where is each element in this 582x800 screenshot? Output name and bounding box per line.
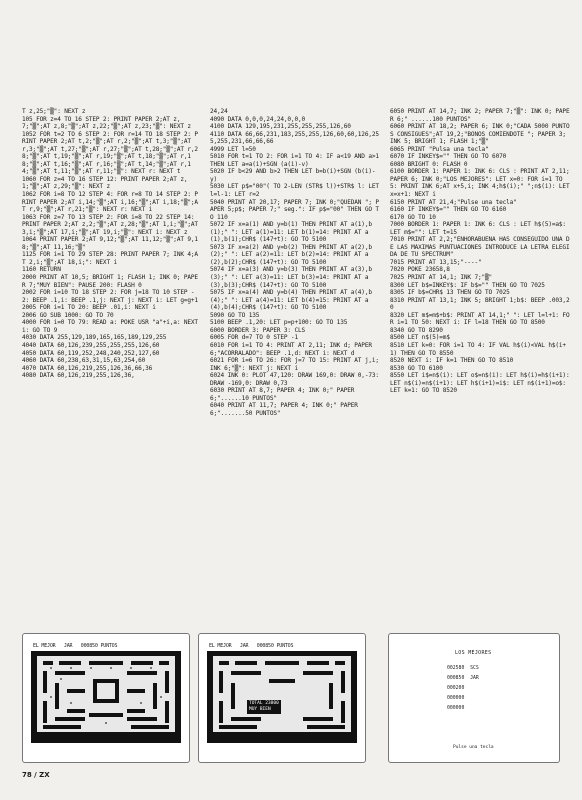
listing-line: 6040 PRINT AT 11,7; PAPER 4; INK 0;" PAPER 6;".......50 PUNTOS" — [210, 402, 362, 417]
game-screen-1 — [31, 642, 181, 754]
listing-line: 4000 FOR i=0 TO 79: READ a: POKE USR "a"+i,a: NEXT i: GO TO 9 — [22, 319, 202, 334]
listing-line: 1160 RETURN — [22, 266, 61, 274]
high-scores-screenshot — [388, 633, 560, 763]
game-header-1: EL MEJOR JAR 000850 PUNTOS — [33, 643, 118, 649]
listing-line: 6030 PRINT AT 8,7; PAPER 4; INK 0;" PAPER 6;"......10 PUNTOS" — [210, 387, 358, 402]
listing-column-middle — [210, 108, 383, 417]
listing-line: 8550 LET i$=n$(i): LET o$=n$(i): LET h$(i)=h$(i+1): LET n$(i)=n$(i+1): LET h$(i+1)=i$: LET n$(i+1)=o$: LET k=1: GO TO 8520 — [390, 372, 573, 395]
game-footer-2: PUNTOS 002900 QUEDAN 68 seg. — [209, 743, 294, 749]
listing-line: T z,25;"▒": NEXT z — [22, 108, 86, 115]
listing-line: 6160 IF INKEY$="" THEN GO TO 6160 — [390, 206, 507, 214]
listing-line: 8520 NEXT i: IF k=1 THEN GO TO 8510 — [390, 357, 514, 365]
maze-graphic-1 — [31, 651, 181, 743]
listing-line: 5075 IF x=a(4) AND y=b(4) THEN PRINT AT a(4),b(4);" ": LET a(4)=11: LET b(4)=15: PRINT AT a(4),b(4);CHR$ (147+t): GO TO 5100 — [210, 289, 372, 312]
listing-column-left — [22, 108, 202, 380]
listing-line: 5010 FOR t=1 TO 2: FOR i=1 TO 4: IF a<19 AND a>1 THEN LET a=a(i)+SGN (a(i)-v) — [210, 153, 383, 168]
listing-line: 6021 FOR i=6 TO 26: FOR j=7 TO 15: PRINT AT j,i; INK 6;"▒": NEXT j: NEXT i — [210, 357, 383, 372]
game-header-2: EL MEJOR JAR 000850 PUNTOS — [209, 643, 294, 649]
listing-line: 7025 PRINT AT 14,1; INK 7;"▒" — [390, 274, 493, 282]
listing-line: 2002 FOR i=10 TO 18 STEP 2: FOR j=18 TO 10 STEP -2: BEEP .1,i: BEEP .1,j: NEXT j: NEXT i: LET g=g+1 — [22, 289, 198, 304]
listing-line: 4030 DATA 255,129,189,165,165,189,129,255 — [22, 334, 167, 342]
listing-line: 6080 BRIGHT 0: FLASH 0 — [390, 160, 468, 168]
listing-line: 2005 FOR i=1 TO 20: BEEP .01,i: NEXT i — [22, 304, 156, 312]
listing-column-right — [390, 108, 573, 395]
listing-line: 1062 FOR i=8 TO 12 STEP 4: FOR r=8 TO 14 STEP 2: PRINT PAPER 2;AT i,14;"▒";AT i,16;"▒";AT i,18;"▒";AT r,9;"▒";AT r,21;"▒": NEXT r: NEXT i — [22, 191, 198, 214]
listing-line: 6170 GO TO 10 — [390, 213, 436, 221]
press-key-prompt: Pulse una tecla — [453, 745, 494, 750]
listing-line: 8340 GO TO 8290 — [390, 326, 443, 334]
listing-line: 4100 DATA 129,195,231,255,255,255,126,60 — [210, 123, 351, 131]
page-number: 78 / ZX — [22, 771, 50, 779]
listing-line: 5074 IF x=a(3) AND y=b(3) THEN PRINT AT a(3),b(3);" ": LET a(3)=11: LET b(3)=14: PRINT AT a(3),b(3);CHR$ (147+t): GO TO 5100 — [210, 266, 372, 289]
listing-line: 1052 FOR t=2 TO 6 STEP 2: FOR r=14 TO 18 STEP 2: PRINT PAPER 2;AT t,2;"▒";AT r,2;"▒";AT t,3;"▒";AT r,3;"▒";AT t,27;"▒";AT r,27;"▒";AT t,28;"▒";AT r,28;"▒";AT t,19;"▒";AT r,19;"▒";AT t,18;"▒";AT r,18;"▒";AT t,16;"▒";AT r,16;"▒";AT t,14;"▒";AT r,14;"▒";AT t,11;"▒";AT r,11;"▒": NEXT r: NEXT t — [22, 130, 198, 176]
high-scores-title: LOS MEJORES — [455, 650, 492, 656]
listing-line: 8510 LET k=0: FOR i=1 TO 4: IF VAL h$(i)<VAL h$(i+1) THEN GO TO 8550 — [390, 341, 566, 357]
high-score-row: 000000 — [447, 696, 465, 701]
listing-line: 7010 PRINT AT 2,2;"ENHORABUENA HAS CONSEGUIDO UNA DE LAS MAXIMAS PUNTUACIONES INTRODUCE LA LETRA ELEGIDA DE TU SPECTRUM" — [390, 236, 570, 259]
listing-line: 2006 GO SUB 1000: GO TO 70 — [22, 311, 114, 319]
listing-line: 4070 DATA 60,126,219,255,126,36,66,36 — [22, 364, 153, 372]
high-score-row: 000850 JAR — [447, 676, 479, 681]
listing-line: 5020 IF b<29 AND b>2 THEN LET b=b(i)+SGN (b(i)-y) — [210, 168, 376, 183]
maze-graphic-2 — [207, 651, 357, 743]
listing-line: 4090 DATA 0,0,0,24,24,0,0,0 — [210, 115, 306, 123]
listing-line: 8300 LET b$=INKEY$: IF b$="" THEN GO TO 7025 — [390, 281, 545, 289]
listing-line: 8305 IF b$=CHR$ 13 THEN GO TO 7025 — [390, 289, 510, 297]
listing-line: 105 FOR z=4 TO 16 STEP 2: PRINT PAPER 2;AT z,7;"▒";AT z,8;"▒";AT z,22;"▒";AT z,23;"▒": NEXT z — [22, 115, 191, 131]
game-screen-2 — [207, 642, 357, 754]
listing-line: 4110 DATA 66,66,231,183,255,255,126,60,60,126,255,255,231,66,66,66 — [210, 130, 379, 146]
listing-line: 4060 DATA 60,238,63,31,15,63,254,60 — [22, 357, 146, 365]
listing-line: 5100 BEEP .1,20: LET p=p+100: GO TO 135 — [210, 319, 348, 327]
listing-line: 5040 PRINT AT 20,17; PAPER 7; INK 0;"QUEDAN "; PAPER 5;p$; PAPER 7;" seg.": IF p$="00" THEN GO TO 110 — [210, 198, 379, 221]
listing-line: 1060 FOR z=4 TO 16 STEP 12: PRINT PAPER 2;AT z,1;"▒";AT z,29;"▒": NEXT z — [22, 175, 188, 191]
listing-line: 4050 DATA 60,119,252,248,240,252,127,60 — [22, 349, 160, 357]
listing-line: 24,24 — [210, 108, 228, 115]
listing-line: 6060 PRINT AT 18,2; PAPER 6; INK 0;"CADA 5000 PUNTOS CONSIGUES";AT 19,2;"BONOS COMIENDOTE "; PAPER 3; INK 5; BRIGHT 1; FLASH 1;"▒" — [390, 123, 570, 146]
bonus-score-panel: TOTAL 23800 MUY BIEN — [249, 701, 279, 712]
listing-line: 6000 BORDER 3: PAPER 3: CLS — [210, 326, 306, 334]
listing-line: 4999 LET l=50 — [210, 145, 256, 153]
game-footer-1: PUNTOS 000400 QUEDAN 84 seg. — [33, 743, 118, 749]
listing-line: 6005 FOR d=7 TO 0 STEP -1 — [210, 334, 298, 342]
listing-line: 2000 PRINT AT 10,5; BRIGHT 1; FLASH 1; INK 0; PAPER 7;"MUY BIEN": PAUSE 200: FLASH 0 — [22, 274, 198, 289]
listing-line: 4080 DATA 60,126,219,255,126,36, — [22, 372, 135, 380]
listing-line: 6150 PRINT AT 21,4;"Pulse una tecla" — [390, 198, 517, 206]
listing-line: 6050 PRINT AT 14,7; INK 2; PAPER 7;"▒": INK 0; PAPER 6;" ......100 PUNTOS" — [390, 108, 570, 123]
listing-line: 1063 FOR z=7 TO 13 STEP 2: FOR i=8 TO 22 STEP 14: PRINT PAPER 2;AT z,2;"▒";AT z,28;"▒";AT 1,i;"▒";AT 3,i;"▒";AT 17,i;"▒";AT 19,i;"▒": NEXT i: NEXT z — [22, 213, 202, 236]
high-score-row: 000200 — [447, 686, 465, 691]
listing-line: 8530 GO TO 6100 — [390, 364, 443, 372]
listing-line: 6100 BORDER 1: PAPER 1: INK 6: CLS : PRINT AT 2,11; PAPER 6; INK 0;"LOS MEJORES": LET x=0: FOR i=1 TO 5: PRINT INK 6;AT x+5,i; INK 4;h$(i);" ";n$(i): LET x=x+1: NEXT i — [390, 168, 573, 199]
listing-line: 8310 PRINT AT 13,1; INK 5; BRIGHT 1;b$: BEEP .003,20 — [390, 296, 570, 312]
listing-line: 1125 FOR i=1 TO 29 STEP 28: PRINT PAPER 7; INK 4;AT 2,i;"▒";AT 18,i;": NEXT i — [22, 251, 198, 266]
listing-line: 1064 PRINT PAPER 2;AT 9,12;"▒";AT 11,12;"▒";AT 9,18;"▒";AT 11,16;"▒" — [22, 236, 198, 251]
listing-line: 8320 LET m$=m$+b$: PRINT AT 14,1;" ": LET l=l+1: FOR i=1 TO 50: NEXT i: IF l=18 THEN GO TO 8500 — [390, 311, 570, 327]
game-screenshot-1 — [22, 633, 190, 763]
high-scores-screen — [397, 642, 551, 754]
listing-line: 6010 FOR i=1 TO 4: PRINT AT 2,11; INK d; PAPER 6;"ACORRALADO": BEEP .1,d: NEXT i: NEXT d — [210, 341, 376, 357]
listing-line: 6065 PRINT "Pulsa una tecla" — [390, 145, 489, 153]
listing-line: 5090 GO TO 135 — [210, 311, 260, 319]
listing-line: 8500 LET n$(5)=m$ — [390, 334, 450, 342]
game-screenshot-2 — [198, 633, 366, 763]
high-score-row: 002580 SCS — [447, 666, 479, 671]
listing-line: 5030 LET p$="00"( TO 2-LEN (STR$ l))+STR$ l: LET l=l-1: LET r=2 — [210, 183, 383, 199]
listing-line: 5072 IF x=a(1) AND y=b(1) THEN PRINT AT a(1),b(1);" ": LET a(1)=11: LET b(1)=14: PRINT AT a(1),b(1);CHR$ (147+t): GO TO 5100 — [210, 221, 372, 244]
listing-line: 5073 IF x=a(2) AND y=b(2) THEN PRINT AT a(2),b(2);" ": LET a(2)=11: LET b(2)=14: PRINT AT a(2),b(2);CHR$ (147+t): GO TO 5100 — [210, 243, 372, 266]
listing-line: 7000 BORDER 1: PAPER 1: INK 6: CLS : LET h$(5)=a$: LET m$="": LET t=15 — [390, 221, 570, 236]
listing-line: 7020 POKE 23658,8 — [390, 266, 450, 274]
listing-line: 6024 INK 0: PLOT 47,120: DRAW 169,0: DRAW 0,-73: DRAW -169,0: DRAW 0,73 — [210, 372, 383, 387]
listing-line: 7015 PRINT AT 13,15;"----" — [390, 258, 482, 266]
listing-line: 4040 DATA 60,126,239,255,255,255,126,60 — [22, 341, 160, 349]
listing-line: 6070 IF INKEY$="" THEN GO TO 6070 — [390, 153, 507, 161]
high-score-row: 000000 — [447, 706, 465, 711]
